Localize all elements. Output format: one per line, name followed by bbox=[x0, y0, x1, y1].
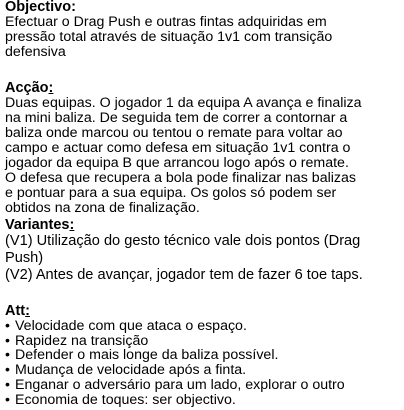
att-item-text: Enganar o adversário para um lado, explorar o outro bbox=[15, 376, 345, 393]
bullet-icon: • bbox=[5, 362, 10, 379]
variantes-line: (V2) Antes de avançar, jogador tem de fazer 6 toe taps. bbox=[5, 267, 363, 283]
section-att bbox=[5, 304, 401, 407]
accao-line: e pontuar para a sua equipa. Os golos só podem ser bbox=[5, 185, 337, 201]
att-heading-colon: : bbox=[25, 303, 30, 319]
accao-line: jogador da equipa B que arrancou logo após o remate. bbox=[5, 155, 349, 171]
accao-line: baliza onde marcou ou tentou o remate para voltar ao bbox=[5, 125, 343, 141]
objectivo-line: defensiva bbox=[5, 44, 66, 60]
accao-line: obtidos na zona de finalização. bbox=[5, 200, 200, 216]
variantes-heading bbox=[5, 218, 401, 233]
variantes-text bbox=[5, 233, 401, 284]
accao-line: Duas equipas. O jogador 1 da equipa A avança e finaliza bbox=[5, 95, 362, 111]
att-list-item bbox=[5, 348, 401, 363]
att-list-item bbox=[5, 393, 401, 408]
att-item-text: Mudança de velocidade após a finta. bbox=[15, 362, 247, 379]
bullet-icon: • bbox=[5, 391, 10, 408]
section-accao bbox=[5, 81, 401, 216]
variantes-line: Push) bbox=[5, 250, 44, 266]
att-item-text: Velocidade com que ataca o espaço. bbox=[15, 318, 247, 334]
att-list-item bbox=[5, 378, 401, 393]
accao-text bbox=[5, 96, 401, 216]
accao-line: campo e actuar como defesa em situação 1v1 contra o bbox=[5, 140, 351, 156]
bullet-icon: • bbox=[5, 376, 10, 393]
att-heading-text: Att bbox=[5, 303, 26, 319]
variantes-line: (V1) Utilização do gesto técnico vale dois pontos (Drag bbox=[5, 233, 361, 249]
att-item-text: Rapidez na transição bbox=[15, 332, 149, 349]
accao-heading-colon: : bbox=[48, 80, 54, 96]
objectivo-text bbox=[5, 15, 401, 60]
variantes-heading-text: Variantes bbox=[5, 217, 70, 233]
att-heading bbox=[5, 304, 401, 319]
att-list-item bbox=[5, 363, 401, 378]
accao-heading bbox=[5, 81, 401, 96]
att-list-item bbox=[5, 319, 401, 334]
bullet-icon: • bbox=[5, 332, 10, 349]
objectivo-line: Efectuar o Drag Push e outras fintas adquiridas em bbox=[5, 14, 327, 30]
section-variantes bbox=[5, 218, 401, 284]
section-objectivo bbox=[5, 0, 401, 60]
variantes-heading-colon: : bbox=[69, 217, 75, 233]
att-item-text: Economia de toques: ser objectivo. bbox=[15, 391, 236, 408]
objectivo-heading-text: Objectivo: bbox=[5, 0, 76, 15]
objectivo-heading bbox=[5, 0, 401, 15]
accao-line: na mini baliza. De seguida tem de correr a contornar a bbox=[5, 110, 348, 126]
objectivo-line: pressão total através de situação 1v1 com transição bbox=[5, 29, 333, 45]
bullet-icon: • bbox=[5, 318, 10, 334]
accao-line: O defesa que recupera a bola pode finalizar nas balizas bbox=[5, 170, 356, 186]
att-list bbox=[5, 319, 401, 407]
accao-heading-text: Acção bbox=[5, 80, 49, 96]
att-item-text: Defender o mais longe da baliza possível. bbox=[15, 347, 279, 364]
att-list-item bbox=[5, 334, 401, 349]
bullet-icon: • bbox=[5, 347, 10, 364]
